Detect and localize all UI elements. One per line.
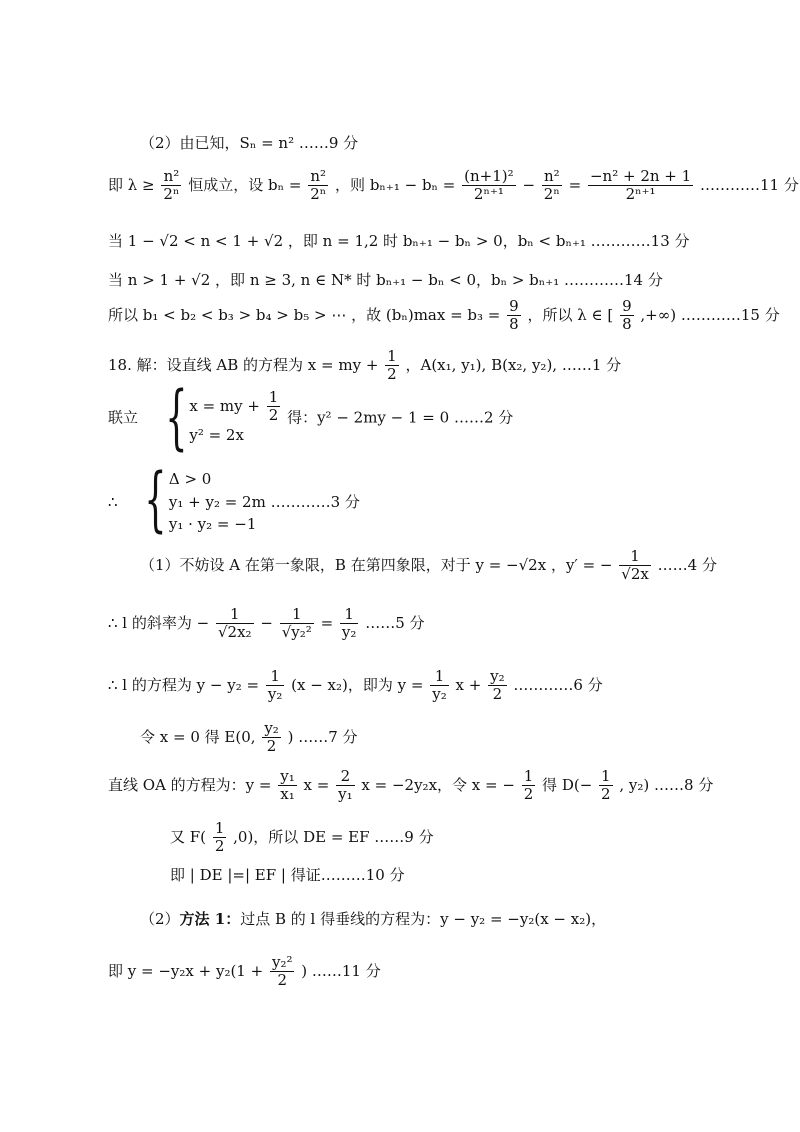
fraction: $\frac{\text{−n² + 2n + 1}}{\text{2ⁿ⁺¹}}$ bbox=[589, 167, 692, 204]
line-5: 所以 b₁ < b₂ < b₃ > b₄ > b₅ > ⋯ ，故 (bₙ)max = b₃ = $\frac{9}{8}$ ，所以 λ ∈ [ $\frac{9}{8}$ ,+∞) …………15 分 bbox=[108, 297, 780, 334]
line-6: 18. 解：设直线 AB 的方程为 x = my + $\frac{1}{2}$ ，A(x₁, y₁), B(x₂, y₂), ……1 分 bbox=[108, 347, 622, 384]
line-14: 又 F( $\frac{1}{2}$ ,0)，所以 DE = EF ……9 分 bbox=[170, 819, 434, 856]
line-16: （2）方法 1：过点 B 的 l 得垂线的方程为：y − y₂ = −y₂(x − x₂)， bbox=[140, 910, 607, 928]
fraction: $\frac{\text{y₂²}}{2}$ bbox=[271, 953, 293, 990]
line-15: 即 | DE |=| EF | 得证………10 分 bbox=[170, 866, 405, 884]
fraction: $\frac{9}{8}$ bbox=[509, 297, 519, 334]
fraction: $\frac{1}{\text{√y₂²}}$ bbox=[281, 605, 312, 642]
fraction: $\frac{1}{2}$ bbox=[601, 767, 611, 804]
fraction: $\frac{\text{n²}}{\text{2ⁿ}}$ bbox=[310, 167, 327, 204]
line-17: 即 y = −y₂x + y₂(1 + $\frac{\text{y₂²}}{2}$ ) ……11 分 bbox=[108, 953, 381, 990]
fraction: $\frac{\text{n²}}{\text{2ⁿ}}$ bbox=[163, 167, 180, 204]
line-2: 即 λ ≥ $\frac{\text{n²}}{\text{2ⁿ}}$ 恒成立，设 bₙ = $\frac{\text{n²}}{\text{2ⁿ}}$ ，则 bₙ₊₁ − bₙ = $\frac{\text{(n+1)²}}{\text{2ⁿ⁺¹}}$ − $\frac{\text{n²}}{\text{2ⁿ}}$ = $\frac{\text{−n² + 2n + 1}}{\text{2ⁿ⁺¹}}$ …………11 分 bbox=[108, 167, 799, 204]
line-11: ∴ l 的方程为 y − y₂ = $\frac{1}{\text{y₂}}$ (x − x₂)，即为 y = $\frac{1}{\text{y₂}}$ x + $\frac{\text{y₂}}{2}$ …………6 分 bbox=[108, 667, 603, 704]
fraction: $\frac{1}{\text{y₂}}$ bbox=[432, 667, 447, 704]
line-13: 直线 OA 的方程为：y = $\frac{\text{y₁}}{\text{x₁}}$ x = $\frac{2}{\text{y₁}}$ x = −2y₂x，令 x = − $\frac{1}{2}$ 得 D(− $\frac{1}{2}$ , y₂) ……8 分 bbox=[108, 767, 714, 804]
fraction: $\frac{1}{\text{y₂}}$ bbox=[267, 667, 283, 704]
line-4: 当 n > 1 + √2 ，即 n ≥ 3, n ∈ N* 时 bₙ₊₁ − bₙ < 0，bₙ > bₙ₊₁ …………14 分 bbox=[108, 271, 663, 289]
fraction: $\frac{\text{(n+1)²}}{\text{2ⁿ⁺¹}}$ bbox=[464, 167, 514, 204]
fraction: $\frac{\text{y₁}}{\text{x₁}}$ bbox=[280, 767, 295, 804]
fraction: $\frac{2}{\text{y₁}}$ bbox=[338, 767, 353, 804]
left-brace: { bbox=[165, 376, 188, 458]
fraction: $\frac{1}{√2x}$ bbox=[621, 547, 649, 584]
fraction: $\frac{1}{2}$ bbox=[523, 767, 534, 804]
line-8-system: ∴ { Δ > 0 y₁ + y₂ = 2m …………3 分 y₁ · y₂ = −1 bbox=[108, 458, 360, 540]
fraction: $\frac{\text{y₂}}{2}$ bbox=[490, 667, 505, 704]
fraction: $\frac{\text{n²}}{\text{2ⁿ}}$ bbox=[543, 167, 560, 204]
line-7-system: 联立 { x = my + $\frac{1}{2}$ y² = 2x 得：y² − 2my − 1 = 0 ……2 分 bbox=[108, 376, 514, 458]
fraction: $\frac{1}{2}$ bbox=[268, 387, 279, 424]
fraction: $\frac{1}{2}$ bbox=[387, 347, 397, 384]
line-3: 当 1 − √2 < n < 1 + √2 ，即 n = 1,2 时 bₙ₊₁ − bₙ > 0，bₙ < bₙ₊₁ …………13 分 bbox=[108, 232, 690, 250]
fraction: $\frac{1}{\text{y₂}}$ bbox=[341, 605, 357, 642]
fraction: $\frac{9}{8}$ bbox=[622, 297, 632, 334]
line-12: 令 x = 0 得 E(0, $\frac{\text{y₂}}{2}$ ) ……7 分 bbox=[140, 719, 358, 756]
fraction: $\frac{1}{\text{√2x₂}}$ bbox=[218, 605, 252, 642]
line-1: （2）由已知，Sₙ = n² ……9 分 bbox=[140, 134, 359, 152]
line-10: ∴ l 的斜率为 − $\frac{1}{\text{√2x₂}}$ − $\frac{1}{\text{√y₂²}}$ = $\frac{1}{\text{y₂}}$ ……5 分 bbox=[108, 605, 425, 642]
left-brace: { bbox=[144, 458, 167, 540]
fraction: $\frac{1}{2}$ bbox=[214, 819, 225, 856]
line-9: （1）不妨设 A 在第一象限，B 在第四象限，对于 y = −√2x ，y′ = − $\frac{1}{√2x}$ ……4 分 bbox=[140, 547, 717, 584]
fraction: $\frac{\text{y₂}}{2}$ bbox=[264, 719, 279, 756]
